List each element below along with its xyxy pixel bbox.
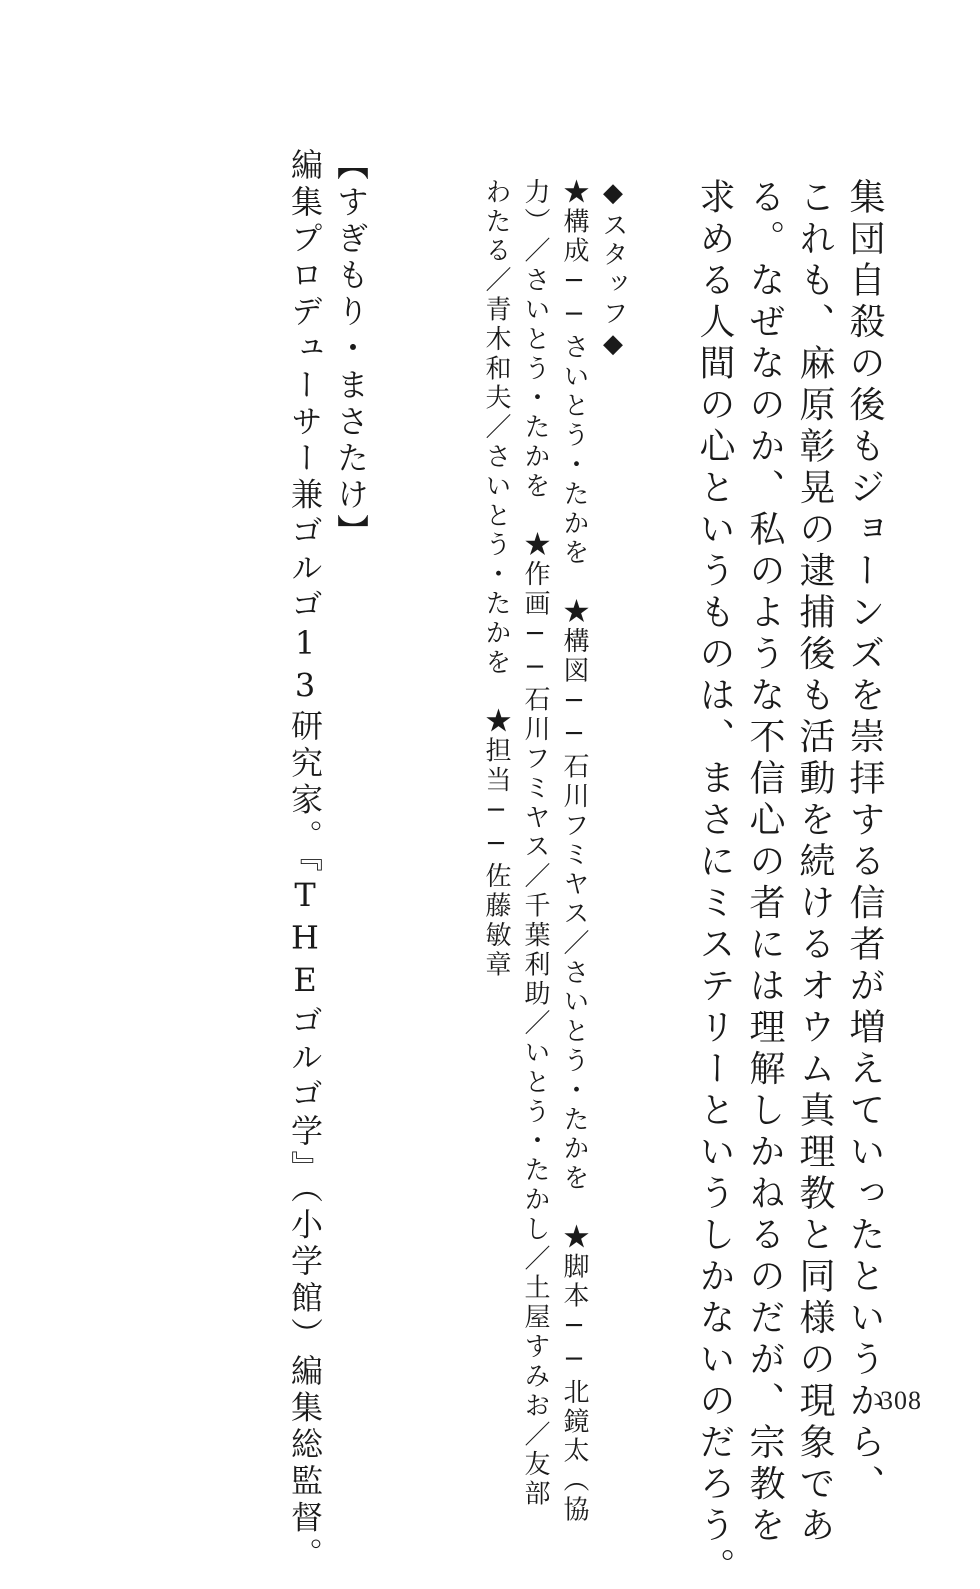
- staff-line-2: 力）／さいとう・たかを ★作画──石川フミヤス／千葉利助／いとう・たかし／土屋すみお／友部: [520, 178, 550, 1509]
- staff-heading: ◆スタッフ◆: [598, 178, 628, 363]
- staff-line-1: ★構成──さいとう・たかを ★構図──石川フミヤス／さいとう・たかを ★脚本──北鏡太（協: [559, 178, 589, 1525]
- page-number: 308: [880, 1386, 922, 1415]
- body-line-2: これも、麻原彰晃の逮捕後も活動を続けるオウム真理教と同様の現象であ: [794, 178, 835, 1548]
- author-name: 【すぎもり・まさたけ】: [332, 148, 370, 551]
- body-line-3: る。なぜなのか、私のような不信心の者には理解しかねるのだが、宗教を: [744, 178, 785, 1548]
- body-line-1: 集団自殺の後もジョーンズを崇拝する信者が増えていったというから、: [844, 178, 885, 1506]
- body-line-4: 求める人間の心というものは、まさにミステリーというしかないのだろう。: [694, 178, 735, 1589]
- author-bio: 編集プロデューサー兼ゴルゴ13研究家。『THEゴルゴ学』（小学館）編集総監督。: [286, 148, 324, 1574]
- staff-line-3: わたる／青木和夫／さいとう・たかを ★担当──佐藤敏章: [481, 178, 511, 980]
